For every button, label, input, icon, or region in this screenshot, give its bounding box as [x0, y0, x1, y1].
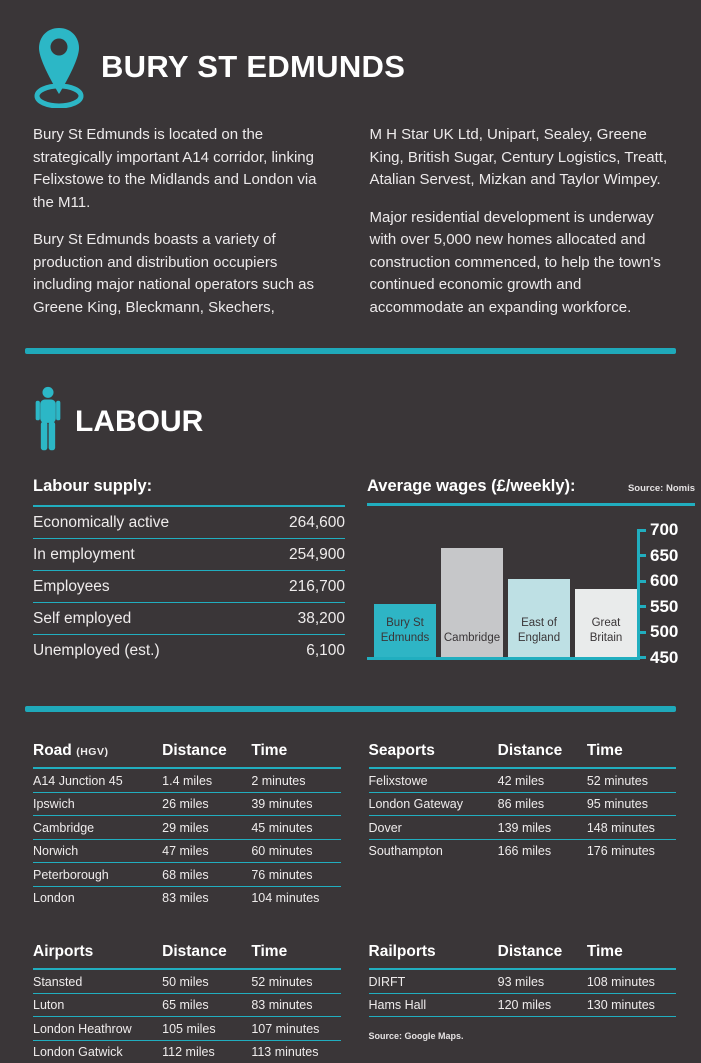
- table-row: [33, 539, 345, 571]
- section-divider: [25, 348, 676, 354]
- supply-label: In employment: [33, 546, 135, 564]
- table-row: Peterborough 68 miles 76 minutes: [33, 863, 341, 887]
- table-row: A14 Junction 45 1.4 miles 2 minutes: [33, 769, 341, 793]
- intro-text: [25, 124, 676, 334]
- table-row: Norwich 47 miles 60 minutes: [33, 840, 341, 864]
- table-row: Ipswich 26 miles 39 minutes: [33, 793, 341, 817]
- table-header-row: [369, 742, 677, 769]
- table-row: London 83 miles 104 minutes: [33, 887, 341, 910]
- labour-supply-table: [33, 477, 345, 666]
- intro-left-column: [33, 124, 340, 334]
- bar-label: Bury St Edmunds: [374, 616, 436, 645]
- table-title: Airports: [33, 943, 162, 961]
- chart-y-axis: [637, 530, 695, 658]
- table-row: [33, 507, 345, 539]
- location-pin-icon: [33, 26, 85, 108]
- axis-tick: 700: [637, 521, 695, 539]
- intro-paragraph: Bury St Edmunds boasts a variety of production and distribution occupiers including major national operators such as Greene King, Bleckmann, Skechers,: [33, 229, 340, 319]
- axis-ticks: [637, 521, 695, 667]
- supply-value: 254,900: [289, 546, 345, 564]
- page-header: [25, 0, 676, 114]
- supply-value: 264,600: [289, 514, 345, 532]
- column-header-distance: Distance: [498, 943, 587, 961]
- labour-section-title: LABOUR: [75, 405, 203, 439]
- bar-label: East of England: [508, 616, 570, 645]
- column-header-time: Time: [587, 943, 676, 961]
- axis-tick: 600: [637, 572, 695, 590]
- chart-bars: [367, 530, 637, 658]
- chart-baseline: [367, 657, 640, 660]
- axis-tick: 500: [637, 623, 695, 641]
- table-row: Felixstowe 42 miles 52 minutes: [369, 769, 677, 793]
- axis-tick: 650: [637, 547, 695, 565]
- chart-title-row: [367, 477, 695, 496]
- table-header-row: [33, 742, 341, 769]
- table-row: DIRFT 93 miles 108 minutes: [369, 970, 677, 994]
- table-row: [33, 571, 345, 603]
- bar-east-of-england: [508, 579, 570, 658]
- labour-body: [25, 477, 676, 666]
- intro-paragraph: Major residential development is underway with over 5,000 new homes allocated and construction commenced, to help the town's continued economic growth and accommodate an expanding workforce.: [370, 207, 677, 320]
- labour-section-header: [25, 386, 676, 457]
- column-header-time: Time: [587, 742, 676, 760]
- column-header-distance: Distance: [162, 943, 251, 961]
- table-row: Stansted 50 miles 52 minutes: [33, 970, 341, 994]
- page-title: BURY ST EDMUNDS: [101, 49, 405, 85]
- table-row: Hams Hall 120 miles 130 minutes: [369, 994, 677, 1018]
- table-row: Luton 65 miles 83 minutes: [33, 994, 341, 1018]
- chart-source: Source: Nomis: [628, 483, 695, 494]
- transport-tables: [25, 742, 676, 1063]
- road-table: [33, 742, 341, 909]
- person-icon: [35, 386, 61, 457]
- table-row: London Heathrow 105 miles 107 minutes: [33, 1017, 341, 1041]
- seaports-table: [369, 742, 677, 909]
- axis-tick: 550: [637, 598, 695, 616]
- column-header-time: Time: [251, 943, 340, 961]
- chart-title-underline: [367, 503, 695, 506]
- table-row: Dover 139 miles 148 minutes: [369, 816, 677, 840]
- supply-label: Unemployed (est.): [33, 642, 160, 660]
- table-row: Southampton 166 miles 176 minutes: [369, 840, 677, 863]
- supply-value: 6,100: [306, 642, 345, 660]
- table-header-row: [369, 943, 677, 970]
- intro-paragraph: Bury St Edmunds is located on the strategically important A14 corridor, linking Felixstowe to the Midlands and London via the M11.: [33, 124, 340, 214]
- bar-cambridge: [441, 548, 503, 658]
- table-row: [33, 603, 345, 635]
- supply-label: Employees: [33, 578, 110, 596]
- bar-label: Great Britain: [575, 616, 637, 645]
- table-row: Cambridge 29 miles 45 minutes: [33, 816, 341, 840]
- maps-source-note: Source: Google Maps.: [369, 1031, 677, 1041]
- column-header-time: Time: [251, 742, 340, 760]
- average-wages-chart: [367, 477, 695, 666]
- bar-great-britain: [575, 589, 637, 658]
- table-row: London Gateway 86 miles 95 minutes: [369, 793, 677, 817]
- intro-right-column: [370, 124, 677, 334]
- table-row: [33, 635, 345, 666]
- table-header-row: [33, 943, 341, 970]
- table-title: Railports: [369, 943, 498, 961]
- supply-value: 38,200: [298, 610, 345, 628]
- railports-table: [369, 943, 677, 1063]
- table-row: London Gatwick 112 miles 113 minutes: [33, 1041, 341, 1063]
- labour-supply-title: Labour supply:: [33, 477, 345, 507]
- column-header-distance: Distance: [498, 742, 587, 760]
- axis-tick: 450: [637, 649, 695, 667]
- intro-paragraph: M H Star UK Ltd, Unipart, Sealey, Greene King, British Sugar, Century Logistics, Treatt, Atalian Servest, Mizkan and Taylor Wimpey.: [370, 124, 677, 192]
- airports-table: [33, 943, 341, 1063]
- table-title: Road (HGV): [33, 742, 162, 760]
- column-header-distance: Distance: [162, 742, 251, 760]
- bar-label: Cambridge: [441, 631, 503, 645]
- chart-title: Average wages (£/weekly):: [367, 477, 576, 496]
- bar-bury-st-edmunds: [374, 604, 436, 658]
- chart-plot-area: [367, 530, 695, 658]
- supply-value: 216,700: [289, 578, 345, 596]
- section-divider: [25, 706, 676, 712]
- table-title: Seaports: [369, 742, 498, 760]
- supply-label: Economically active: [33, 514, 169, 532]
- supply-label: Self employed: [33, 610, 131, 628]
